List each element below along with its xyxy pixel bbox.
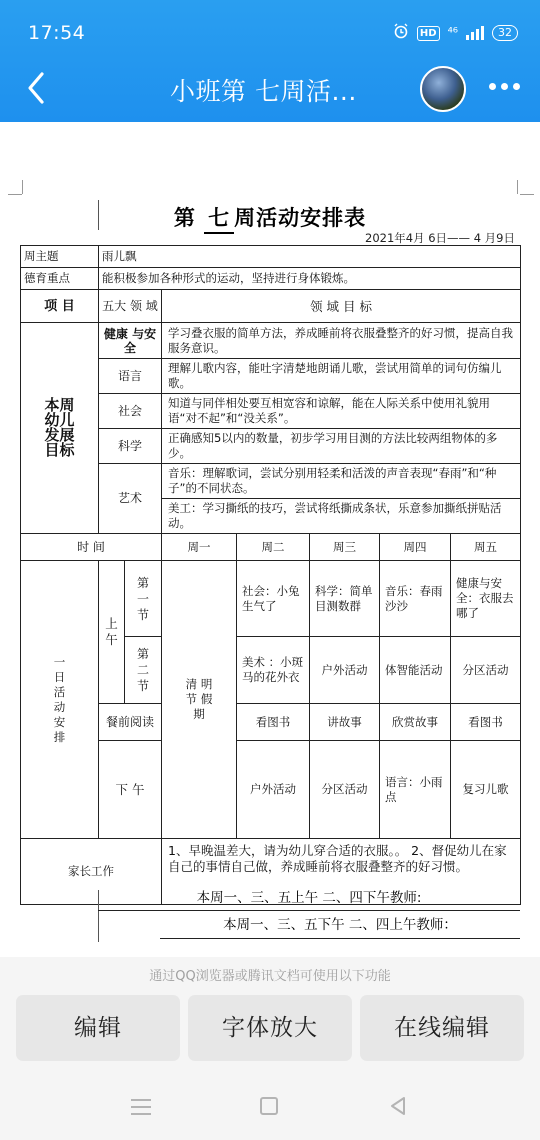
more-dots-icon[interactable] bbox=[489, 76, 525, 96]
status-bar bbox=[0, 0, 540, 66]
p1-fri: 健康与安全：衣服去哪了 bbox=[451, 561, 521, 637]
edit-button[interactable]: 编辑 bbox=[16, 995, 180, 1061]
holiday-cell: 清 明 节 假 期 bbox=[162, 561, 237, 839]
pm-thu: 语言：小雨点 bbox=[380, 741, 451, 839]
period2-label: 第 二 节 bbox=[125, 637, 162, 704]
area-language: 语言 bbox=[99, 359, 162, 394]
goal-science: 正确感知5以内的数量，初步学习用目测的方法比较两组物体的多少。 bbox=[162, 429, 521, 464]
p2-tue: 美术 ：小斑马的花外衣 bbox=[237, 637, 310, 704]
menu-icon[interactable] bbox=[131, 1099, 151, 1115]
morning-label: 上 午 bbox=[99, 561, 125, 704]
app-header bbox=[0, 0, 540, 122]
afternoon-label: 下 午 bbox=[99, 741, 162, 839]
day-fri: 周五 bbox=[451, 534, 521, 561]
pm-fri: 复习儿歌 bbox=[451, 741, 521, 839]
hd-badge: HD bbox=[417, 26, 440, 41]
day-thu: 周四 bbox=[380, 534, 451, 561]
parent-label: 家长工作 bbox=[21, 839, 162, 905]
nav-back-icon[interactable] bbox=[387, 1095, 409, 1117]
moral-value: 能积极参加各种形式的运动，坚持进行身体锻炼。 bbox=[99, 268, 521, 290]
p1-wed: 科学：简单目测数群 bbox=[310, 561, 380, 637]
schedule-table bbox=[20, 245, 521, 905]
area-goal-label: 领 域 目 标 bbox=[162, 290, 521, 323]
p2-thu: 体智能活动 bbox=[380, 637, 451, 704]
avatar[interactable] bbox=[420, 66, 466, 112]
goal-art: 美工：学习撕纸的技巧，尝试将纸撕成条状，乐意参加撕纸拼贴活动。 bbox=[162, 499, 521, 534]
p2-wed: 户外活动 bbox=[310, 637, 380, 704]
period1-label: 第 一 节 bbox=[125, 561, 162, 637]
p2-fri: 分区活动 bbox=[451, 637, 521, 704]
read-wed: 讲故事 bbox=[310, 704, 380, 741]
pm-tue: 户外活动 bbox=[237, 741, 310, 839]
p1-tue: 社会：小兔生气了 bbox=[237, 561, 310, 637]
daily-label: 一 日 活 动 安 排 bbox=[21, 561, 99, 839]
pm-wed: 分区活动 bbox=[310, 741, 380, 839]
crop-mark bbox=[8, 194, 22, 195]
area-science: 科学 bbox=[99, 429, 162, 464]
alarm-icon bbox=[393, 23, 409, 43]
network-label: ⁴⁶ bbox=[447, 25, 458, 41]
read-tue: 看图书 bbox=[237, 704, 310, 741]
area-social: 社会 bbox=[99, 394, 162, 429]
teacher-line-1: 本周一、三、五上午 二、四下午教师: bbox=[98, 885, 520, 911]
area-art: 艺术 bbox=[99, 464, 162, 534]
doc-title-prefix: 第 bbox=[173, 205, 196, 230]
function-hint: 通过QQ浏览器或腾讯文档可使用以下功能 bbox=[149, 969, 391, 984]
doc-title-week: 七 bbox=[204, 202, 234, 234]
goal-social: 知道与同伴相处要互相宽容和谅解，能在人际关系中使用礼貌用语“对不起”和“没关系”。 bbox=[162, 394, 521, 429]
crop-mark bbox=[517, 180, 518, 194]
area-health: 健康 与安全 bbox=[99, 323, 162, 359]
doc-title-suffix: 周活动安排表 bbox=[234, 205, 367, 230]
battery-icon: 32 bbox=[492, 25, 518, 41]
function-panel bbox=[0, 957, 540, 1140]
document-viewer[interactable] bbox=[0, 122, 540, 957]
crop-mark bbox=[22, 180, 23, 194]
signal-icon bbox=[466, 26, 484, 40]
p1-thu: 音乐：春雨沙沙 bbox=[380, 561, 451, 637]
teacher-line-2: 本周一、三、五下午 二、四上午教师： bbox=[160, 911, 520, 939]
nav-row bbox=[0, 62, 540, 118]
dev-goal-label: 本周 幼儿 发展 目标 bbox=[21, 323, 99, 534]
doc-date: 2021年4月 6日—— 4 月9日 bbox=[365, 231, 515, 245]
theme-label: 周主题 bbox=[21, 246, 99, 268]
goal-music: 音乐：理解歌词，尝试分别用轻柔和活泼的声音表现“春雨”和“种子”的不同状态。 bbox=[162, 464, 521, 499]
day-wed: 周三 bbox=[310, 534, 380, 561]
theme-value: 雨儿飘 bbox=[99, 246, 521, 268]
goal-language: 理解儿歌内容，能吐字清楚地朗诵儿歌，尝试用简单的词句仿编儿歌。 bbox=[162, 359, 521, 394]
goal-health: 学习叠衣服的简单方法，养成睡前将衣服叠整齐的好习惯，提高自我服务意识。 bbox=[162, 323, 521, 359]
time-label: 时 间 bbox=[21, 534, 162, 561]
back-arrow-icon[interactable] bbox=[22, 70, 54, 106]
lunch-read-label: 餐前阅读 bbox=[99, 704, 162, 741]
day-mon: 周一 bbox=[162, 534, 237, 561]
home-icon[interactable] bbox=[260, 1097, 278, 1115]
parent-text: 1、早晚温差大，请为幼儿穿合适的衣服。。 2、督促幼儿在家自己的事情自己做，养成睡前将衣服叠整齐的好习惯。 bbox=[162, 839, 521, 905]
system-nav-bar bbox=[0, 1093, 540, 1133]
status-icons bbox=[393, 23, 518, 43]
read-fri: 看图书 bbox=[451, 704, 521, 741]
read-thu: 欣赏故事 bbox=[380, 704, 451, 741]
crop-mark bbox=[520, 194, 534, 195]
status-time: 17:54 bbox=[28, 22, 86, 44]
five-areas-label: 五大 领 域 bbox=[99, 290, 162, 323]
page-title: 小班第 七周活... bbox=[170, 77, 357, 106]
day-tue: 周二 bbox=[237, 534, 310, 561]
online-edit-button[interactable]: 在线编辑 bbox=[360, 995, 524, 1061]
moral-label: 德育重点 bbox=[21, 268, 99, 290]
zoom-font-button[interactable]: 字体放大 bbox=[188, 995, 352, 1061]
item-label: 项 目 bbox=[21, 290, 99, 323]
